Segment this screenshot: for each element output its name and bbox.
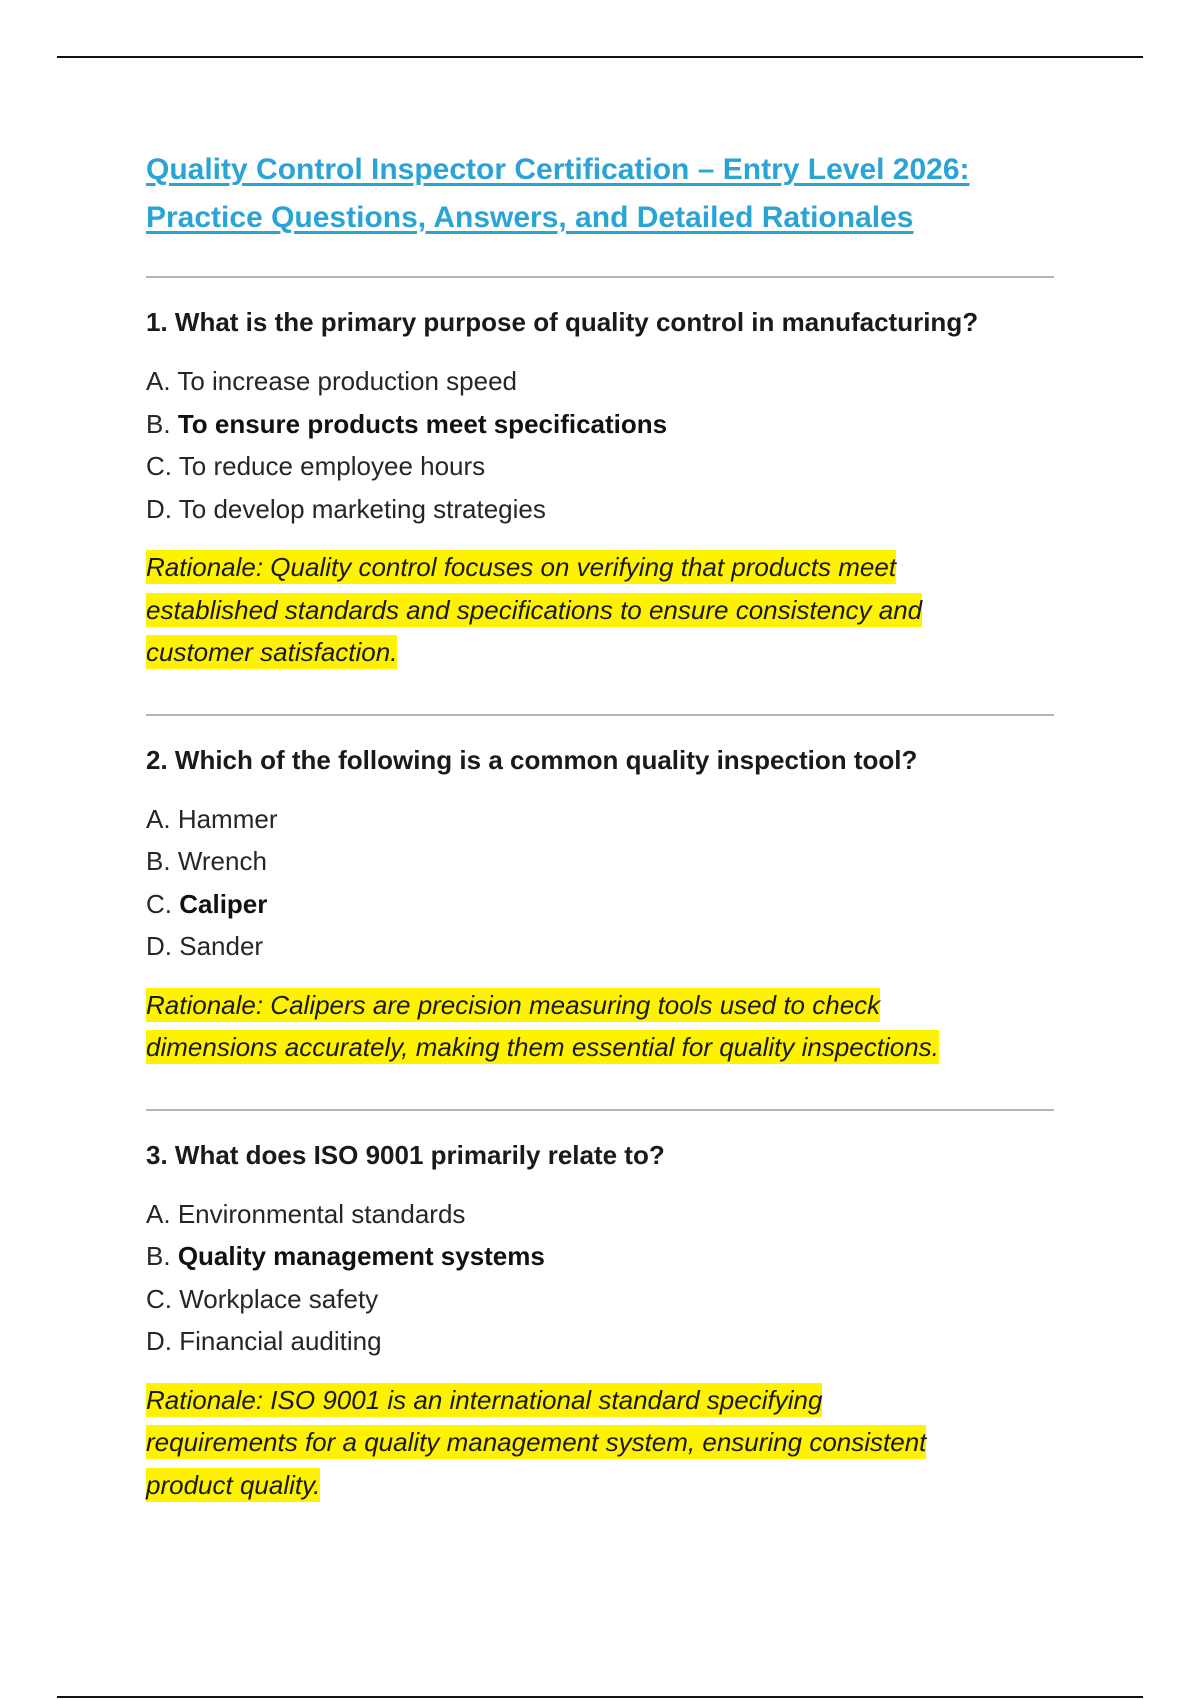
answer-options [146,1193,1056,1363]
answer-option-b-correct [146,1235,1056,1278]
option-letter: C. [146,451,172,481]
answer-option-a [146,798,1056,841]
option-letter: C. [146,1283,172,1314]
question-prompt: 3. What does ISO 9001 primarily relate to? [146,1139,665,1170]
rationale-line: Rationale: ISO 9001 is an international standard specifying [146,1384,823,1415]
option-text: Caliper [179,888,268,919]
option-text: To reduce employee hours [178,451,486,481]
answer-options [146,360,1056,530]
answer-option-b-correct [146,403,1056,446]
option-text: To develop marketing strategies [178,493,546,524]
option-text: To increase production speed [177,366,518,396]
answer-options [146,798,1056,968]
answer-option-d [146,488,1056,531]
option-letter: A. [146,803,171,834]
option-text: Hammer [177,803,278,834]
section-divider [146,1109,1054,1111]
option-letter: B. [146,846,171,876]
option-text: To ensure products meet specifications [177,408,668,439]
question-block-1 [146,304,1056,674]
option-letter: D. [146,493,172,524]
option-letter: B. [146,408,171,439]
spacer [146,674,1056,714]
answer-option-d [146,925,1056,968]
option-text: Quality management systems [177,1241,545,1271]
option-letter: C. [146,888,172,919]
option-letter: A. [146,1198,171,1229]
option-text: Workplace safety [179,1283,379,1314]
question-prompt: 2. Which of the following is a common quality inspection tool? [146,744,918,775]
rationale [146,1379,1056,1507]
answer-option-a [146,1193,1056,1236]
answer-option-a [146,360,1056,403]
answer-option-c [146,1278,1056,1321]
rationale-line: Rationale: Calipers are precision measuring tools used to check [146,989,881,1020]
rationale-line: product quality. [146,1469,321,1500]
option-text: Financial auditing [179,1326,382,1356]
option-text: Wrench [177,846,267,876]
rationale [146,984,1056,1069]
document-title[interactable] [146,146,1056,242]
question-block-3 [146,1137,1056,1507]
option-text: Environmental standards [177,1198,466,1229]
document-title-line-2[interactable]: Practice Questions, Answers, and Detailed Rationales [146,201,914,234]
rationale-line: dimensions accurately, making them essential for quality inspections. [146,1032,939,1062]
option-text: Sander [179,931,264,961]
rationale-line: established standards and specifications to ensure consistency and [146,594,923,625]
page-bottom-rule [57,1696,1143,1698]
option-letter: D. [146,931,172,961]
answer-option-b [146,840,1056,883]
document-title-line-1[interactable]: Quality Control Inspector Certification – Entry Level 2026: [146,153,970,186]
answer-option-c-correct [146,883,1056,926]
question-prompt: 1. What is the primary purpose of quality control in manufacturing? [146,307,979,337]
document-body [146,146,1056,1506]
rationale-line: Rationale: Quality control focuses on verifying that products meet [146,552,897,582]
answer-option-c [146,445,1056,488]
option-letter: D. [146,1326,172,1356]
option-letter: A. [146,366,171,396]
answer-option-d [146,1320,1056,1363]
spacer [146,1069,1056,1109]
option-letter: B. [146,1241,171,1271]
section-divider [146,714,1054,716]
question-block-2 [146,742,1056,1069]
section-divider [146,276,1054,278]
rationale [146,546,1056,674]
rationale-line: requirements for a quality management system, ensuring consistent [146,1427,927,1457]
rationale-line: customer satisfaction. [146,637,398,667]
page-top-rule [57,56,1143,58]
